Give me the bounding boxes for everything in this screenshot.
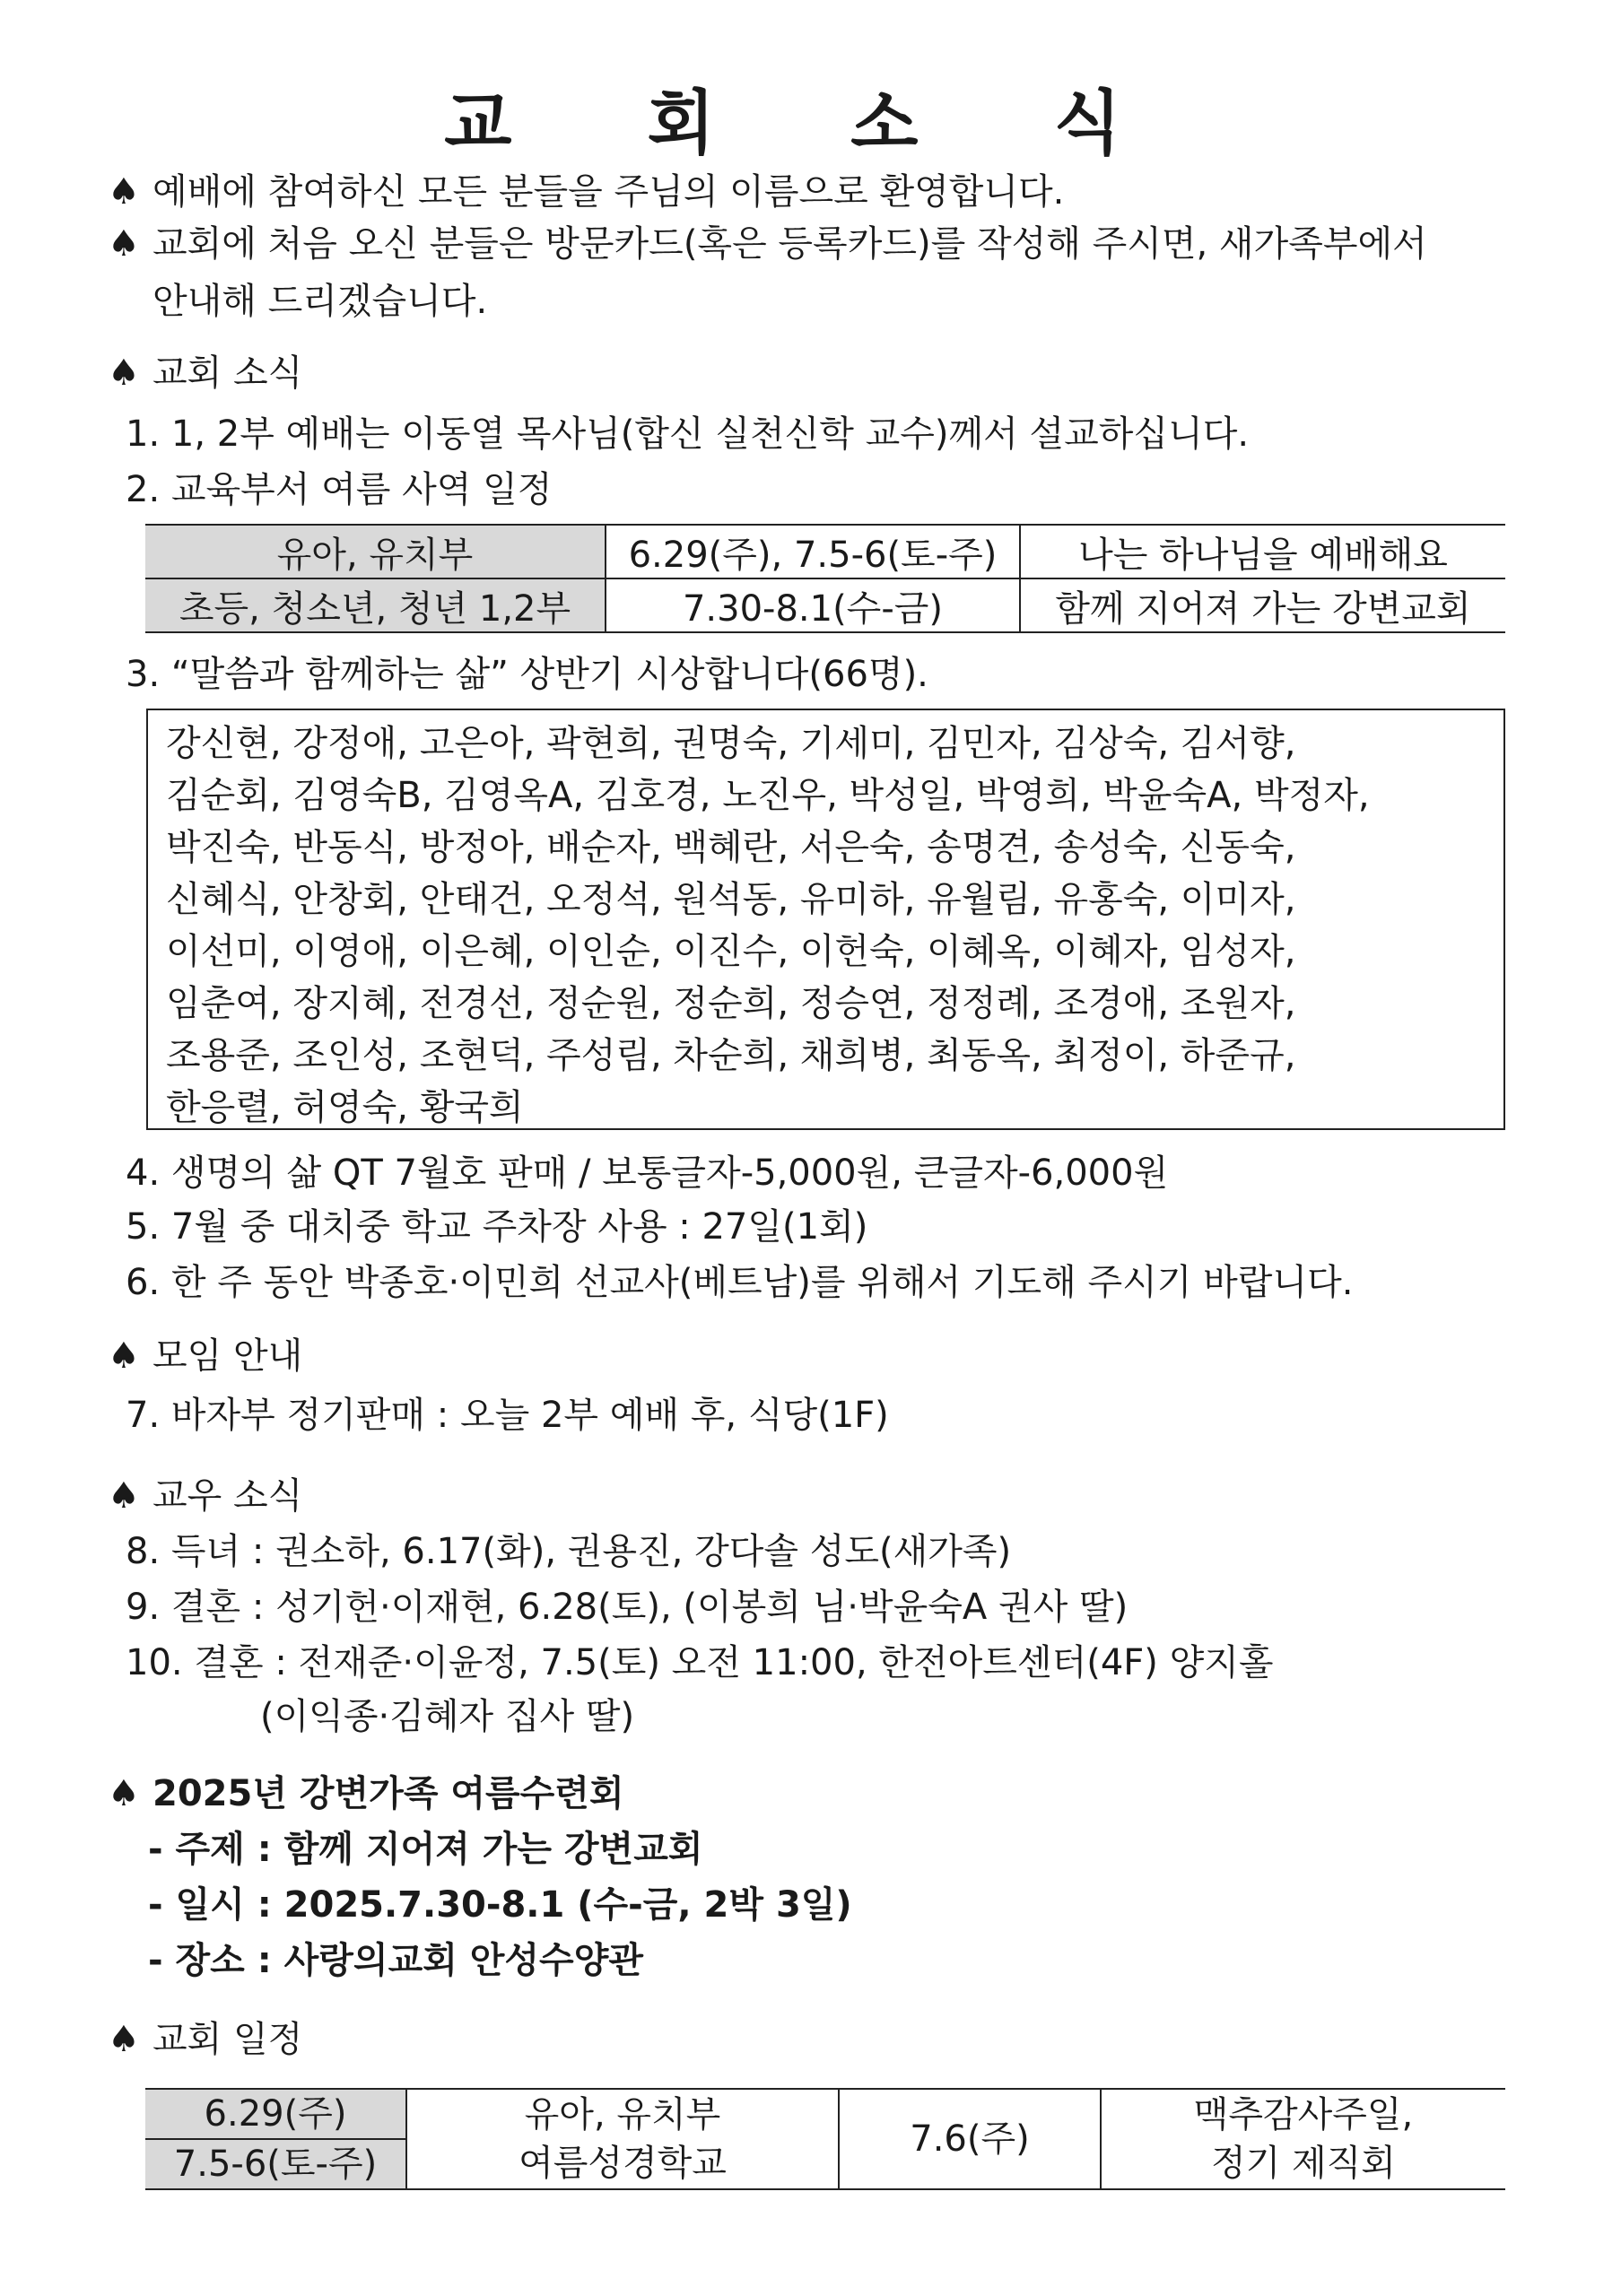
news-item-1: 1. 1, 2부 예배는 이동열 목사님(합신 실천신학 교수)께서 설교하십니다. [126, 413, 1250, 455]
welcome-line-1: ♠ 예배에 참여하신 모든 분들을 주님의 이름으로 환영합니다. [108, 167, 1064, 217]
names-line: 임춘여, 장지혜, 전경선, 정순원, 정순희, 정승연, 정정례, 조경애, 조원자, [166, 983, 1296, 1024]
welcome-line-2: ♠ 교회에 처음 오신 분들은 방문카드(혹은 등록카드)를 작성해 주시면, 새가족부에서 [108, 219, 1427, 269]
table-cell: 유아, 유치부 여름성경학교 [406, 2089, 839, 2189]
spade-icon: ♠ [108, 1773, 140, 1814]
member-item-8: 8. 득녀 : 권소하, 6.17(화), 권용진, 강다솔 성도(새가족) [126, 1531, 1012, 1572]
awardee-names-box [146, 709, 1505, 1130]
table-cell: 초등, 청소년, 청년 1,2부 [145, 578, 606, 632]
table-cell: 6.29(주), 7.5-6(토-주) [606, 525, 1020, 578]
table-row [145, 578, 1505, 632]
section-heading-church-news: ♠ 교회 소식 [108, 348, 302, 398]
spade-icon: ♠ [108, 223, 140, 265]
table-cell: 유아, 유치부 [145, 525, 606, 578]
table-row [145, 2089, 1505, 2139]
member-item-9: 9. 결혼 : 성기헌·이재현, 6.28(토), (이봉희 님·박윤숙A 권사 딸) [126, 1587, 1129, 1628]
names-line: 박진숙, 반동식, 방정아, 배순자, 백혜란, 서은숙, 송명견, 송성숙, 신동숙, [166, 827, 1296, 868]
welcome-line-3: 안내해 드리겠습니다. [153, 281, 488, 322]
spade-icon: ♠ [108, 1475, 140, 1517]
meeting-item-7: 7. 바자부 정기판매 : 오늘 2부 예배 후, 식당(1F) [126, 1395, 889, 1436]
retreat-place: - 장소 : 사랑의교회 안성수양관 [148, 1940, 643, 1981]
table-cell: 나는 하나님을 예배해요 [1020, 525, 1505, 578]
names-line: 한응렬, 허영숙, 황국희 [166, 1087, 524, 1128]
spade-icon: ♠ [108, 352, 140, 394]
member-item-10: 10. 결혼 : 전재준·이윤정, 7.5(토) 오전 11:00, 한전아트센터(4F) 양지홀 [126, 1642, 1274, 1683]
news-item-2: 2. 교육부서 여름 사역 일정 [126, 469, 553, 510]
table-cell: 7.6(주) [839, 2089, 1101, 2189]
table-cell: 7.5-6(토-주) [145, 2139, 406, 2189]
news-item-5: 5. 7월 중 대치중 학교 주차장 사용 : 27일(1회) [126, 1206, 868, 1248]
section-heading-meeting: ♠ 모임 안내 [108, 1331, 302, 1381]
table-row [145, 525, 1505, 578]
names-line: 신혜식, 안창회, 안태건, 오정석, 원석동, 유미하, 유월림, 유홍숙, 이미자, [166, 879, 1296, 920]
retreat-date: - 일시 : 2025.7.30-8.1 (수-금, 2박 3일) [148, 1884, 852, 1926]
summer-schedule-table [145, 524, 1505, 633]
news-item-6: 6. 한 주 동안 박종호·이민희 선교사(베트남)를 위해서 기도해 주시기 바랍니다. [126, 1262, 1354, 1303]
member-item-10-detail: (이익종·김혜자 집사 딸) [260, 1696, 635, 1737]
spade-icon: ♠ [108, 1335, 140, 1377]
table-cell: 7.30-8.1(수-금) [606, 578, 1020, 632]
news-item-3: 3. “말씀과 함께하는 삶” 상반기 시상합니다(66명). [126, 654, 928, 695]
church-schedule-table [145, 2088, 1505, 2190]
names-line: 강신현, 강정애, 고은아, 곽현희, 권명숙, 기세미, 김민자, 김상숙, 김서향, [166, 723, 1296, 764]
table-cell: 6.29(주) [145, 2089, 406, 2139]
section-heading-retreat: ♠ 2025년 강변가족 여름수련회 [108, 1769, 624, 1819]
news-item-4: 4. 생명의 삶 QT 7월호 판매 / 보통글자-5,000원, 큰글자-6,000원 [126, 1152, 1169, 1194]
page-title: 교 회 소 식 [444, 83, 1177, 164]
table-cell: 맥추감사주일, 정기 제직회 [1101, 2089, 1505, 2189]
section-heading-schedule: ♠ 교회 일정 [108, 2014, 302, 2065]
spade-icon: ♠ [108, 2019, 140, 2060]
names-line: 김순회, 김영숙B, 김영옥A, 김호경, 노진우, 박성일, 박영희, 박윤숙A, 박정자, [166, 775, 1370, 816]
spade-icon: ♠ [108, 171, 140, 213]
table-cell: 함께 지어져 가는 강변교회 [1020, 578, 1505, 632]
names-line: 이선미, 이영애, 이은혜, 이인순, 이진수, 이헌숙, 이혜옥, 이혜자, 임성자, [166, 931, 1296, 972]
names-line: 조용준, 조인성, 조현덕, 주성림, 차순희, 채희병, 최동옥, 최정이, 하준규, [166, 1035, 1296, 1076]
section-heading-member-news: ♠ 교우 소식 [108, 1471, 302, 1521]
retreat-theme: - 주제 : 함께 지어져 가는 강변교회 [148, 1829, 703, 1870]
